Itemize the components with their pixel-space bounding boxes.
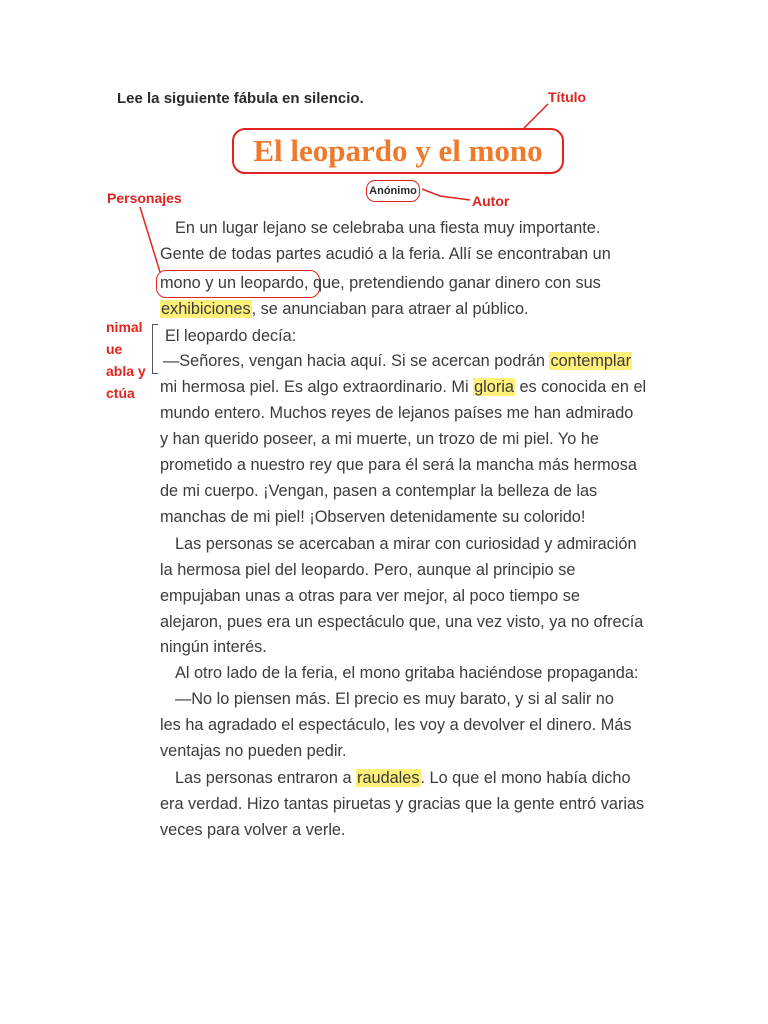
instruction-text: Lee la siguiente fábula en silencio. (117, 90, 364, 107)
text-line (160, 376, 646, 398)
annotation-personajes: Personajes (107, 190, 182, 206)
dialogue-bracket (152, 324, 158, 374)
text-line: manchas de mi piel! ¡Observen detenidamente su colorido! (160, 508, 586, 526)
annotation-side-line: nimal (106, 319, 143, 335)
text-line: de mi cuerpo. ¡Vengan, pasen a contemplar la belleza de las (160, 482, 598, 500)
text-span: . Lo que el mono había dicho (420, 769, 631, 787)
highlight-gloria: gloria (474, 378, 514, 396)
annotation-side-line: ue (106, 341, 123, 357)
fable-title: El leopardo y el mono (253, 133, 543, 168)
title-annotation-box (232, 128, 564, 174)
fable-author: Anónimo (369, 185, 417, 197)
text-line: Gente de todas partes acudió a la feria. Allí se encontraban un (160, 245, 611, 263)
text-line: les ha agradado el espectáculo, les voy a devolver el dinero. Más (160, 716, 632, 734)
text-line: Al otro lado de la feria, el mono gritaba haciéndose propaganda: (175, 664, 639, 682)
arrow-autor (422, 189, 470, 200)
text-span: —Señores, vengan hacia aquí. Si se acercan podrán (163, 352, 550, 370)
text-line: Las personas se acercaban a mirar con curiosidad y admiración (175, 535, 637, 553)
text-line (160, 298, 529, 320)
text-line (175, 767, 631, 789)
text-span: , que, pretendiendo ganar dinero con sus (303, 274, 601, 292)
text-line: El leopardo decía: (165, 327, 297, 345)
annotation-side-line: ctúa (106, 385, 135, 401)
text-span: es conocida en el (514, 378, 647, 396)
highlight-contemplar: contemplar (550, 352, 632, 370)
text-characters: mono y un leopardo (160, 274, 304, 292)
text-line: ventajas no pueden pedir. (160, 742, 347, 760)
text-line: y han querido poseer, a mi muerte, un trozo de mi piel. Yo he (160, 430, 599, 448)
annotation-autor: Autor (472, 193, 510, 209)
author-annotation-box (366, 180, 420, 202)
text-line: veces para volver a verle. (160, 821, 346, 839)
annotation-side-note (106, 316, 146, 404)
highlight-raudales: raudales (357, 769, 420, 787)
text-line: mundo entero. Muchos reyes de lejanos países me han admirado (160, 404, 634, 422)
text-line: empujaban unas a otras para ver mejor, al poco tiempo se (160, 587, 580, 605)
text-line (163, 350, 632, 372)
annotation-side-line: abla y (106, 363, 146, 379)
highlight-exhibiciones: exhibiciones (161, 300, 251, 318)
text-span: mi hermosa piel. Es algo extraordinario. Mi (160, 378, 474, 396)
arrow-titulo (524, 104, 548, 128)
text-line (160, 272, 601, 294)
text-line: prometido a nuestro rey que para él será la mancha más hermosa (160, 456, 637, 474)
text-span: Las personas entraron a (175, 769, 357, 787)
text-line: ningún interés. (160, 638, 267, 656)
text-span: , se anunciaban para atraer al público. (251, 300, 529, 318)
annotation-titulo: Título (548, 89, 587, 105)
text-line: era verdad. Hizo tantas piruetas y gracias que la gente entró varias (160, 795, 645, 813)
text-line: En un lugar lejano se celebraba una fiesta muy importante. (175, 219, 601, 237)
arrow-personajes (140, 207, 160, 272)
text-line: alejaron, pues era un espectáculo que, una vez visto, ya no ofrecía (160, 613, 644, 631)
text-line: la hermosa piel del leopardo. Pero, aunque al principio se (160, 561, 576, 579)
text-line: —No lo piensen más. El precio es muy barato, y si al salir no (175, 690, 614, 708)
